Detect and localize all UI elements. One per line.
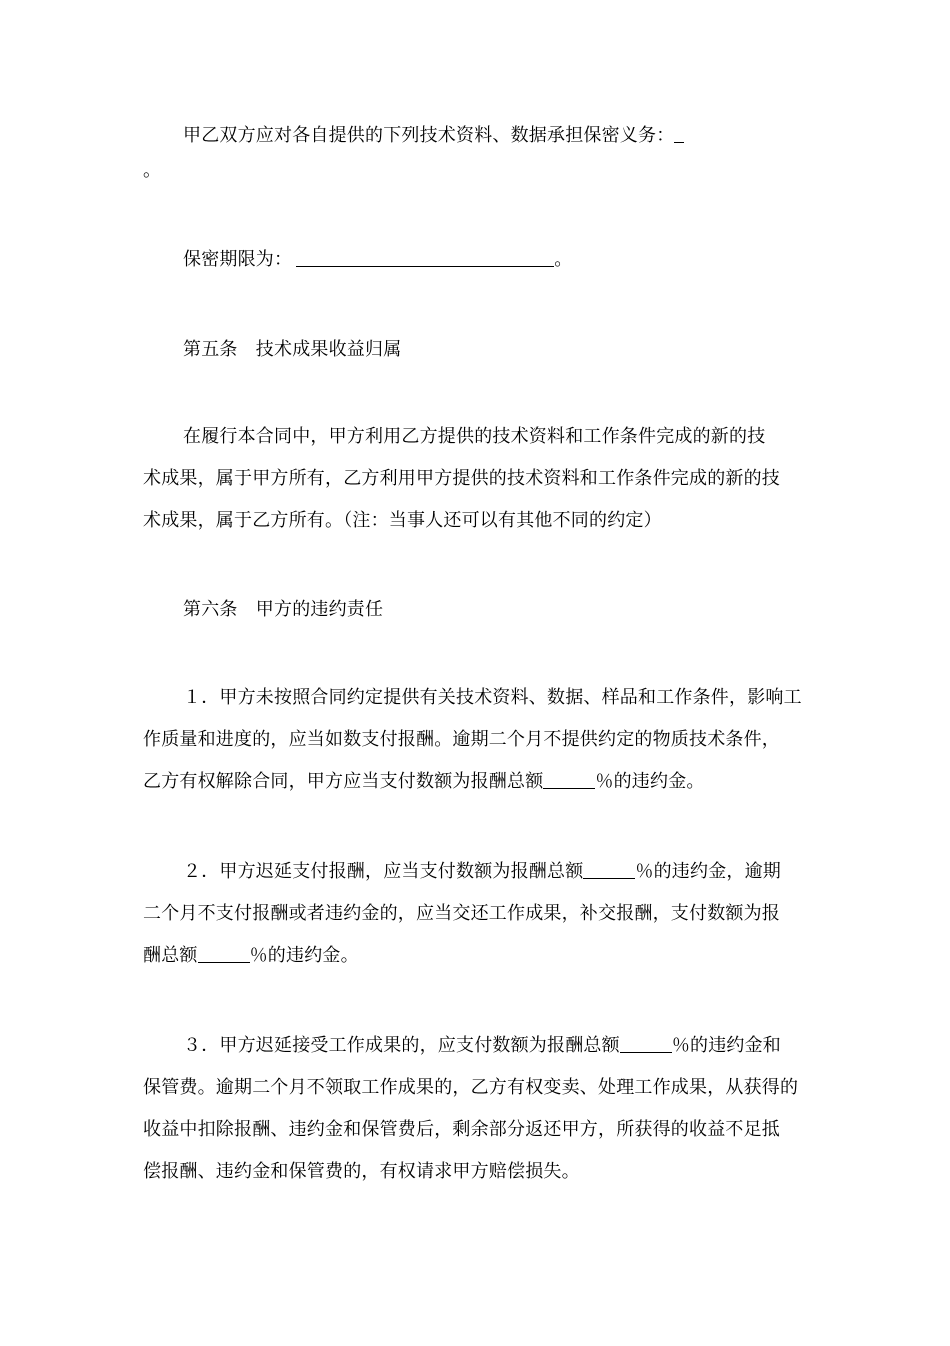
- confidentiality-period: [183, 248, 853, 272]
- item-3-percent-blank: [620, 1034, 672, 1053]
- item-1-text-a: 乙方有权解除合同，甲方应当支付数额为报酬总额: [143, 771, 544, 792]
- article-5-line-3: 术成果，属于乙方所有。（注：当事人还可以有其他不同的约定）: [143, 510, 662, 531]
- item-2-text-a: ２．甲方迟延支付报酬，应当支付数额为报酬总额: [183, 861, 584, 882]
- article-6-item-3-line-4: 偿报酬、违约金和保管费的，有权请求甲方赔偿损失。: [143, 1161, 580, 1182]
- article-6-title: 第六条 甲方的违约责任: [183, 599, 384, 620]
- article-6-item-3-line-2: 保管费。逾期二个月不领取工作成果的，乙方有权变卖、处理工作成果，从获得的: [143, 1077, 799, 1098]
- item-2-text-c: 酬总额: [143, 945, 198, 966]
- confidentiality-paragraph-line-1: [183, 124, 853, 148]
- confidentiality-paragraph-line-2: [143, 159, 813, 183]
- article-6-item-2-line-3: [143, 944, 813, 968]
- confidentiality-end: 。: [143, 160, 162, 181]
- item-2-text-d: ％的违约金。: [249, 945, 359, 966]
- article-5-line-1: 在履行本合同中，甲方利用乙方提供的技术资料和工作条件完成的新的技: [183, 426, 766, 447]
- item-3-text-a: ３．甲方迟延接受工作成果的，应支付数额为报酬总额: [183, 1035, 620, 1056]
- article-6-item-1-line-2: 作质量和进度的，应当如数支付报酬。逾期二个月不提供约定的物质技术条件，: [143, 729, 780, 750]
- item-1-percent-blank: [543, 770, 595, 789]
- article-6-item-3-line-3: 收益中扣除报酬、违约金和保管费后，剩余部分返还甲方，所获得的收益不足抵: [143, 1119, 780, 1140]
- article-6-item-1-line-3: [143, 770, 813, 794]
- item-2-percent-blank-2: [198, 944, 250, 963]
- item-2-percent-blank-1: [583, 860, 635, 879]
- confidentiality-text: 甲乙双方应对各自提供的下列技术资料、数据承担保密义务：: [183, 125, 675, 146]
- period-end: 。: [554, 249, 573, 270]
- period-blank: [296, 248, 554, 267]
- article-6-item-2-line-2: 二个月不支付报酬或者违约金的，应当交还工作成果，补交报酬，支付数额为报: [143, 903, 780, 924]
- item-3-text-b: ％的违约金和: [671, 1035, 782, 1056]
- confidentiality-blank: [674, 124, 684, 143]
- item-1-text-b: ％的违约金。: [595, 771, 705, 792]
- article-6-item-1-line-1: １．甲方未按照合同约定提供有关技术资料、数据、样品和工作条件，影响工: [183, 687, 802, 708]
- article-5-title: 第五条 技术成果收益归属: [183, 339, 402, 360]
- article-5-line-2: 术成果，属于甲方所有，乙方利用甲方提供的技术资料和工作条件完成的新的技: [143, 468, 780, 489]
- article-6-item-3-line-1: [183, 1034, 853, 1058]
- period-label: 保密期限为：: [183, 249, 293, 270]
- article-6-item-2-line-1: [183, 860, 853, 884]
- item-2-text-b: ％的违约金，逾期: [635, 861, 782, 882]
